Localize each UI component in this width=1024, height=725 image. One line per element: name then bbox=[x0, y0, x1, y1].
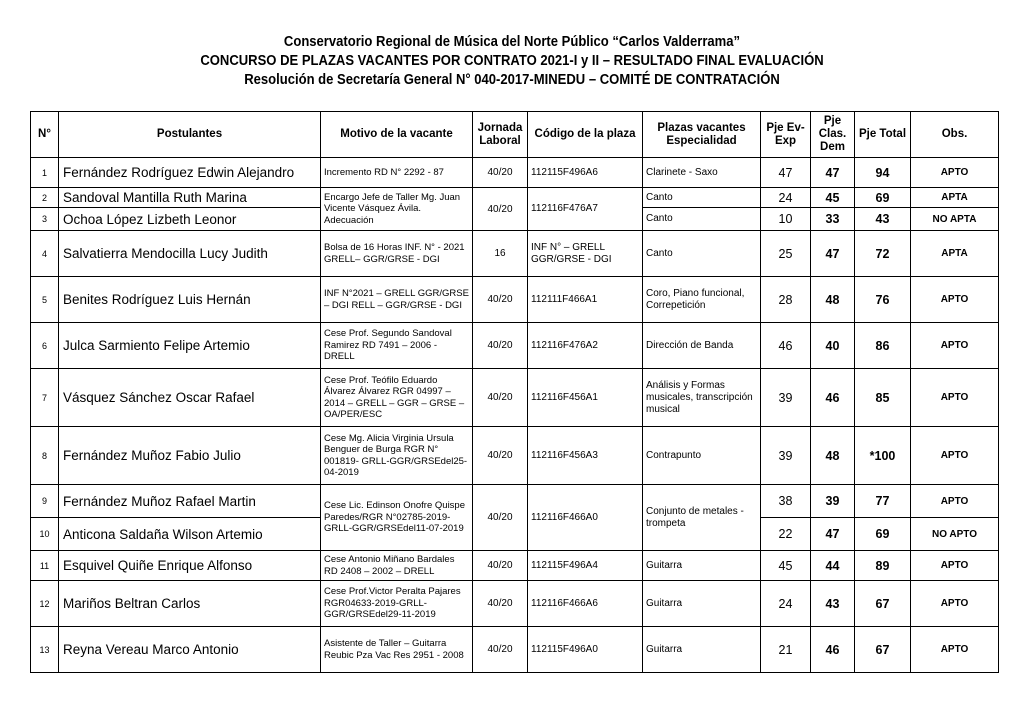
specialty: Coro, Piano funcional, Correpetición bbox=[643, 277, 761, 323]
contest-title: CONCURSO DE PLAZAS VACANTES POR CONTRATO 2021-I y II – RESULTADO FINAL EVALUACIÓN bbox=[200, 53, 824, 69]
position-code: 112116F476A2 bbox=[528, 323, 643, 369]
col-header-jornada: Jornada Laboral bbox=[473, 112, 528, 158]
table-row bbox=[31, 277, 999, 323]
status-result: APTA bbox=[911, 231, 999, 277]
position-code: 112116F456A1 bbox=[528, 369, 643, 427]
vacancy-reason: Cese Prof. Segundo Sandoval Ramirez RD 7491 – 2006 - DRELL bbox=[321, 323, 473, 369]
row-number: 2 bbox=[31, 188, 59, 208]
score-clas-dem: 46 bbox=[811, 369, 855, 427]
row-number: 5 bbox=[31, 277, 59, 323]
score-ev-exp: 24 bbox=[761, 188, 811, 208]
status-result: NO APTA bbox=[911, 208, 999, 231]
work-hours: 40/20 bbox=[473, 277, 528, 323]
score-total: 85 bbox=[855, 369, 911, 427]
specialty: Análisis y Formas musicales, transcripción musical bbox=[643, 369, 761, 427]
specialty: Conjunto de metales - trompeta bbox=[643, 485, 761, 551]
score-total: 77 bbox=[855, 485, 911, 518]
applicant-name: Benites Rodríguez Luis Hernán bbox=[59, 277, 321, 323]
row-number: 7 bbox=[31, 369, 59, 427]
score-ev-exp: 39 bbox=[761, 427, 811, 485]
score-total: 89 bbox=[855, 551, 911, 581]
specialty: Canto bbox=[643, 231, 761, 277]
score-ev-exp: 45 bbox=[761, 551, 811, 581]
score-total: 43 bbox=[855, 208, 911, 231]
row-number: 12 bbox=[31, 581, 59, 627]
score-total: 67 bbox=[855, 627, 911, 673]
score-clas-dem: 47 bbox=[811, 231, 855, 277]
vacancy-reason: Cese Prof. Teófilo Eduardo Álvarez Álvarez RGR 04997 – 2014 – GRELL – GGR – GRSE – OA/PER/ESC bbox=[321, 369, 473, 427]
specialty: Contrapunto bbox=[643, 427, 761, 485]
position-code: 112115F496A4 bbox=[528, 551, 643, 581]
col-header-n: N° bbox=[31, 112, 59, 158]
position-code: 112111F466A1 bbox=[528, 277, 643, 323]
work-hours: 40/20 bbox=[473, 485, 528, 551]
row-number: 6 bbox=[31, 323, 59, 369]
score-total: 94 bbox=[855, 158, 911, 188]
specialty: Guitarra bbox=[643, 627, 761, 673]
applicant-name: Salvatierra Mendocilla Lucy Judith bbox=[59, 231, 321, 277]
score-clas-dem: 44 bbox=[811, 551, 855, 581]
position-code: 112116F476A7 bbox=[528, 188, 643, 231]
col-header-codigo: Código de la plaza bbox=[528, 112, 643, 158]
vacancy-reason: Cese Antonio Miñano Bardales RD 2408 – 2002 – DRELL bbox=[321, 551, 473, 581]
score-total: 69 bbox=[855, 518, 911, 551]
score-clas-dem: 47 bbox=[811, 158, 855, 188]
col-header-plazas: Plazas vacantes Especialidad bbox=[643, 112, 761, 158]
work-hours: 40/20 bbox=[473, 427, 528, 485]
applicant-name: Sandoval Mantilla Ruth Marina bbox=[59, 188, 321, 208]
position-code: 112116F456A3 bbox=[528, 427, 643, 485]
score-total: 86 bbox=[855, 323, 911, 369]
status-result: APTA bbox=[911, 188, 999, 208]
status-result: APTO bbox=[911, 158, 999, 188]
score-ev-exp: 25 bbox=[761, 231, 811, 277]
score-clas-dem: 46 bbox=[811, 627, 855, 673]
position-code: INF N° – GRELL GGR/GRSE - DGI bbox=[528, 231, 643, 277]
table-row bbox=[31, 627, 999, 673]
score-ev-exp: 28 bbox=[761, 277, 811, 323]
position-code: 112115F496A0 bbox=[528, 627, 643, 673]
score-ev-exp: 46 bbox=[761, 323, 811, 369]
score-ev-exp: 39 bbox=[761, 369, 811, 427]
vacancy-reason: Asistente de Taller – Guitarra Reubic Pza Vac Res 2951 - 2008 bbox=[321, 627, 473, 673]
work-hours: 40/20 bbox=[473, 627, 528, 673]
score-total: 69 bbox=[855, 188, 911, 208]
document-header bbox=[0, 33, 1024, 90]
vacancy-reason: Bolsa de 16 Horas INF. N° - 2021 GRELL– GGR/GRSE - DGI bbox=[321, 231, 473, 277]
status-result: APTO bbox=[911, 369, 999, 427]
score-ev-exp: 47 bbox=[761, 158, 811, 188]
table-row bbox=[31, 323, 999, 369]
vacancy-reason: Cese Lic. Edinson Onofre Quispe Paredes/RGR N°02785-2019- GRLL-GGR/GRSEdel11-07-2019 bbox=[321, 485, 473, 551]
score-clas-dem: 33 bbox=[811, 208, 855, 231]
row-number: 8 bbox=[31, 427, 59, 485]
table-row bbox=[31, 485, 999, 518]
score-clas-dem: 48 bbox=[811, 427, 855, 485]
specialty: Canto bbox=[643, 208, 761, 231]
score-clas-dem: 39 bbox=[811, 485, 855, 518]
applicant-name: Ochoa López Lizbeth Leonor bbox=[59, 208, 321, 231]
score-clas-dem: 40 bbox=[811, 323, 855, 369]
col-header-ev: Pje Ev- Exp bbox=[761, 112, 811, 158]
status-result: APTO bbox=[911, 277, 999, 323]
vacancy-reason: Encargo Jefe de Taller Mg. Juan Vicente Vásquez Ávila. Adecuación bbox=[321, 188, 473, 231]
score-ev-exp: 21 bbox=[761, 627, 811, 673]
row-number: 1 bbox=[31, 158, 59, 188]
table-row bbox=[31, 231, 999, 277]
status-result: APTO bbox=[911, 627, 999, 673]
col-header-obs: Obs. bbox=[911, 112, 999, 158]
specialty: Dirección de Banda bbox=[643, 323, 761, 369]
score-clas-dem: 45 bbox=[811, 188, 855, 208]
table-row bbox=[31, 427, 999, 485]
table-row bbox=[31, 188, 999, 208]
specialty: Canto bbox=[643, 188, 761, 208]
col-header-motivo: Motivo de la vacante bbox=[321, 112, 473, 158]
work-hours: 40/20 bbox=[473, 158, 528, 188]
work-hours: 40/20 bbox=[473, 369, 528, 427]
institution-title: Conservatorio Regional de Música del Norte Público “Carlos Valderrama” bbox=[283, 34, 741, 50]
score-total: 76 bbox=[855, 277, 911, 323]
row-number: 4 bbox=[31, 231, 59, 277]
status-result: APTO bbox=[911, 485, 999, 518]
work-hours: 40/20 bbox=[473, 323, 528, 369]
status-result: APTO bbox=[911, 551, 999, 581]
specialty: Clarinete - Saxo bbox=[643, 158, 761, 188]
position-code: 112115F496A6 bbox=[528, 158, 643, 188]
applicant-name: Vásquez Sánchez Oscar Rafael bbox=[59, 369, 321, 427]
score-clas-dem: 48 bbox=[811, 277, 855, 323]
score-ev-exp: 10 bbox=[761, 208, 811, 231]
row-number: 3 bbox=[31, 208, 59, 231]
applicant-name: Fernández Rodríguez Edwin Alejandro bbox=[59, 158, 321, 188]
col-header-clas: Pje Clas. Dem bbox=[811, 112, 855, 158]
work-hours: 40/20 bbox=[473, 581, 528, 627]
table-row bbox=[31, 369, 999, 427]
table-row bbox=[31, 158, 999, 188]
work-hours: 16 bbox=[473, 231, 528, 277]
row-number: 11 bbox=[31, 551, 59, 581]
row-number: 10 bbox=[31, 518, 59, 551]
work-hours: 40/20 bbox=[473, 551, 528, 581]
score-ev-exp: 24 bbox=[761, 581, 811, 627]
row-number: 9 bbox=[31, 485, 59, 518]
vacancy-reason: INF N°2021 – GRELL GGR/GRSE – DGI RELL – GGR/GRSE - DGI bbox=[321, 277, 473, 323]
score-ev-exp: 22 bbox=[761, 518, 811, 551]
position-code: 112116F466A6 bbox=[528, 581, 643, 627]
row-number: 13 bbox=[31, 627, 59, 673]
col-header-postulantes: Postulantes bbox=[59, 112, 321, 158]
score-clas-dem: 43 bbox=[811, 581, 855, 627]
applicant-name: Fernández Muñoz Rafael Martin bbox=[59, 485, 321, 518]
status-result: APTO bbox=[911, 323, 999, 369]
status-result: APTO bbox=[911, 581, 999, 627]
status-result: NO APTO bbox=[911, 518, 999, 551]
score-clas-dem: 47 bbox=[811, 518, 855, 551]
table-header-row bbox=[31, 112, 999, 158]
position-code: 112116F466A0 bbox=[528, 485, 643, 551]
applicant-name: Mariños Beltran Carlos bbox=[59, 581, 321, 627]
score-total: 67 bbox=[855, 581, 911, 627]
specialty: Guitarra bbox=[643, 581, 761, 627]
vacancy-reason: Cese Mg. Alicia Virginia Ursula Benguer de Burga RGR N° 001819- GRLL-GGR/GRSEdel25-04-2019 bbox=[321, 427, 473, 485]
col-header-total: Pje Total bbox=[855, 112, 911, 158]
resolution-title: Resolución de Secretaría General N° 040-2017-MINEDU – COMITÉ DE CONTRATACIÓN bbox=[244, 72, 780, 88]
status-result: APTO bbox=[911, 427, 999, 485]
applicant-name: Reyna Vereau Marco Antonio bbox=[59, 627, 321, 673]
specialty: Guitarra bbox=[643, 551, 761, 581]
score-total: 72 bbox=[855, 231, 911, 277]
score-ev-exp: 38 bbox=[761, 485, 811, 518]
score-total: *100 bbox=[855, 427, 911, 485]
applicant-name: Julca Sarmiento Felipe Artemio bbox=[59, 323, 321, 369]
work-hours: 40/20 bbox=[473, 188, 528, 231]
results-table bbox=[30, 111, 999, 673]
applicant-name: Fernández Muñoz Fabio Julio bbox=[59, 427, 321, 485]
vacancy-reason: Incremento RD N° 2292 - 87 bbox=[321, 158, 473, 188]
applicant-name: Anticona Saldaña Wilson Artemio bbox=[59, 518, 321, 551]
applicant-name: Esquivel Quiñe Enrique Alfonso bbox=[59, 551, 321, 581]
table-row bbox=[31, 581, 999, 627]
table-row bbox=[31, 551, 999, 581]
vacancy-reason: Cese Prof.Victor Peralta Pajares RGR04633-2019-GRLL-GGR/GRSEdel29-11-2019 bbox=[321, 581, 473, 627]
